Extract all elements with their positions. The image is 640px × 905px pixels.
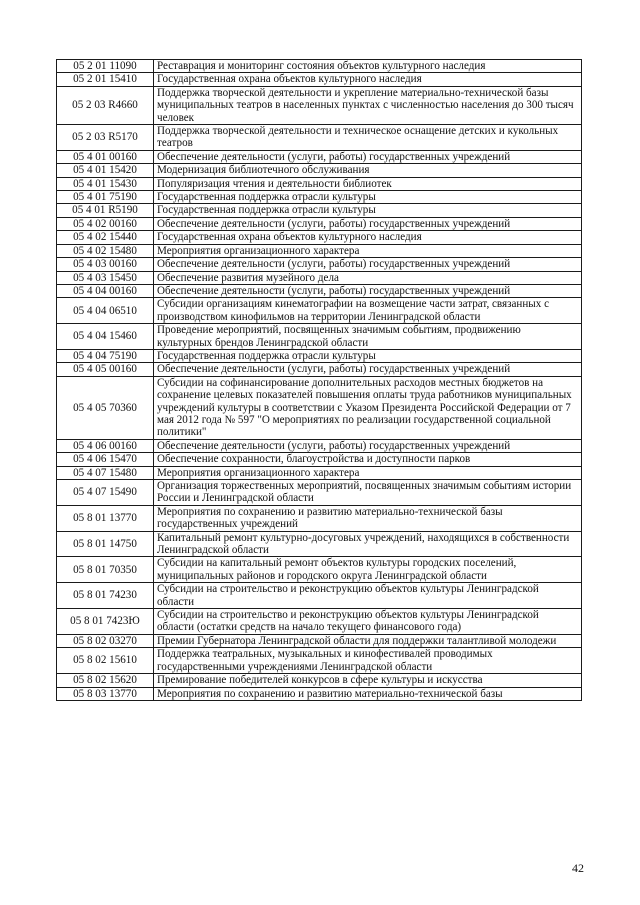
table-row xyxy=(57,244,582,257)
budget-code-cell: 05 4 07 15480 xyxy=(57,466,154,479)
expense-name-cell: Субсидии на строительство и реконструкцию объектов культуры Ленинградской области xyxy=(154,583,582,609)
expense-name-cell: Обеспечение деятельности (услуги, работы) государственных учреждений xyxy=(154,150,582,163)
table-row xyxy=(57,480,582,506)
table-row xyxy=(57,217,582,230)
expense-name-cell: Поддержка творческой деятельности и техническое оснащение детских и кукольных театров xyxy=(154,125,582,151)
budget-code-cell: 05 4 01 R5190 xyxy=(57,204,154,217)
expense-name-cell: Мероприятия организационного характера xyxy=(154,244,582,257)
table-row xyxy=(57,363,582,376)
budget-code-cell: 05 8 02 03270 xyxy=(57,634,154,647)
table-row xyxy=(57,376,582,439)
table-row xyxy=(57,453,582,466)
table-row xyxy=(57,258,582,271)
expense-name-cell: Поддержка театральных, музыкальных и кинофестивалей проводимых государственными учреждениями Ленинградской области xyxy=(154,648,582,674)
budget-code-cell: 05 4 02 00160 xyxy=(57,217,154,230)
budget-code-table xyxy=(56,59,582,701)
budget-code-cell: 05 2 03 R5170 xyxy=(57,125,154,151)
table-row xyxy=(57,231,582,244)
expense-name-cell: Обеспечение деятельности (услуги, работы) государственных учреждений xyxy=(154,439,582,452)
table-row xyxy=(57,349,582,362)
expense-name-cell: Популяризация чтения и деятельности библиотек xyxy=(154,177,582,190)
expense-name-cell: Субсидии организациям кинематографии на возмещение части затрат, связанных с производством кинофильмов на территории Ленинградской области xyxy=(154,298,582,324)
expense-name-cell: Проведение мероприятий, посвященных значимым событиям, продвижению культурных брендов Ленинградской области xyxy=(154,324,582,350)
expense-name-cell: Субсидии на софинансирование дополнительных расходов местных бюджетов на сохранение целевых показателей повышения оплаты труда работников муниципальных учреждений культуры в соответствии с Указом Президента Российской Федерации от 7 мая 2012 года № 597 "О мероприятиях по реализации государственной социальной политики" xyxy=(154,376,582,439)
expense-name-cell: Капитальный ремонт культурно-досуговых учреждений, находящихся в собственности Ленинградской области xyxy=(154,531,582,557)
table-row xyxy=(57,204,582,217)
expense-name-cell: Государственная охрана объектов культурного наследия xyxy=(154,231,582,244)
budget-code-cell: 05 4 03 00160 xyxy=(57,258,154,271)
expense-name-cell: Реставрация и мониторинг состояния объектов культурного наследия xyxy=(154,60,582,73)
table-row xyxy=(57,284,582,297)
expense-name-cell: Обеспечение деятельности (услуги, работы) государственных учреждений xyxy=(154,258,582,271)
expense-name-cell: Мероприятия по сохранению и развитию материально-технической базы государственных учреждений xyxy=(154,505,582,531)
budget-code-cell: 05 4 01 75190 xyxy=(57,191,154,204)
expense-name-cell: Обеспечение деятельности (услуги, работы) государственных учреждений xyxy=(154,217,582,230)
budget-code-cell: 05 8 01 13770 xyxy=(57,505,154,531)
table-row xyxy=(57,324,582,350)
budget-code-cell: 05 4 01 15430 xyxy=(57,177,154,190)
table-row xyxy=(57,73,582,86)
expense-name-cell: Субсидии на капитальный ремонт объектов культуры городских поселений, муниципальных районов и городского округа Ленинградской области xyxy=(154,557,582,583)
expense-name-cell: Государственная поддержка отрасли культуры xyxy=(154,349,582,362)
expense-name-cell: Премии Губернатора Ленинградской области для поддержки талантливой молодежи xyxy=(154,634,582,647)
budget-code-cell: 05 2 03 R4660 xyxy=(57,86,154,124)
table-row xyxy=(57,177,582,190)
budget-code-cell: 05 4 06 00160 xyxy=(57,439,154,452)
table-row xyxy=(57,466,582,479)
budget-code-cell: 05 8 02 15610 xyxy=(57,648,154,674)
table-row xyxy=(57,60,582,73)
table-row xyxy=(57,505,582,531)
budget-code-cell: 05 4 05 00160 xyxy=(57,363,154,376)
budget-code-cell: 05 4 02 15440 xyxy=(57,231,154,244)
table-row xyxy=(57,634,582,647)
budget-code-cell: 05 4 04 75190 xyxy=(57,349,154,362)
budget-code-cell: 05 2 01 11090 xyxy=(57,60,154,73)
budget-code-cell: 05 4 04 00160 xyxy=(57,284,154,297)
expense-name-cell: Поддержка творческой деятельности и укрепление материально-технической базы муниципальных театров в населенных пунктах с численностью населения до 300 тысяч человек xyxy=(154,86,582,124)
budget-code-cell: 05 4 04 06510 xyxy=(57,298,154,324)
expense-name-cell: Организация торжественных мероприятий, посвященных значимым событиям истории России и Ленинградской области xyxy=(154,480,582,506)
expense-name-cell: Государственная поддержка отрасли культуры xyxy=(154,191,582,204)
budget-code-cell: 05 2 01 15410 xyxy=(57,73,154,86)
expense-name-cell: Государственная охрана объектов культурного наследия xyxy=(154,73,582,86)
budget-code-cell: 05 8 01 70350 xyxy=(57,557,154,583)
budget-code-cell: 05 4 01 00160 xyxy=(57,150,154,163)
table-row xyxy=(57,164,582,177)
table-row xyxy=(57,687,582,700)
table-row xyxy=(57,439,582,452)
budget-code-cell: 05 4 01 15420 xyxy=(57,164,154,177)
expense-name-cell: Государственная поддержка отрасли культуры xyxy=(154,204,582,217)
expense-name-cell: Обеспечение деятельности (услуги, работы) государственных учреждений xyxy=(154,363,582,376)
page-number: 42 xyxy=(572,861,584,875)
budget-code-cell: 05 8 01 7423Ю xyxy=(57,609,154,635)
expense-name-cell: Мероприятия организационного характера xyxy=(154,466,582,479)
budget-code-cell: 05 4 04 15460 xyxy=(57,324,154,350)
table-row xyxy=(57,150,582,163)
expense-name-cell: Мероприятия по сохранению и развитию материально-технической базы xyxy=(154,687,582,700)
expense-name-cell: Премирование победителей конкурсов в сфере культуры и искусства xyxy=(154,674,582,687)
budget-code-cell: 05 4 07 15490 xyxy=(57,480,154,506)
table-body xyxy=(57,60,582,701)
budget-code-cell: 05 8 01 74230 xyxy=(57,583,154,609)
budget-code-cell: 05 8 02 15620 xyxy=(57,674,154,687)
table-row xyxy=(57,271,582,284)
table-row xyxy=(57,531,582,557)
table-row xyxy=(57,609,582,635)
table-row xyxy=(57,191,582,204)
table-row xyxy=(57,86,582,124)
budget-code-cell: 05 4 06 15470 xyxy=(57,453,154,466)
table-row xyxy=(57,648,582,674)
budget-code-cell: 05 4 03 15450 xyxy=(57,271,154,284)
budget-code-cell: 05 4 02 15480 xyxy=(57,244,154,257)
expense-name-cell: Модернизация библиотечного обслуживания xyxy=(154,164,582,177)
expense-name-cell: Обеспечение сохранности, благоустройства и доступности парков xyxy=(154,453,582,466)
table-row xyxy=(57,298,582,324)
table-row xyxy=(57,674,582,687)
expense-name-cell: Обеспечение развития музейного дела xyxy=(154,271,582,284)
expense-name-cell: Обеспечение деятельности (услуги, работы) государственных учреждений xyxy=(154,284,582,297)
table-row xyxy=(57,583,582,609)
budget-code-cell: 05 4 05 70360 xyxy=(57,376,154,439)
table-row xyxy=(57,125,582,151)
expense-name-cell: Субсидии на строительство и реконструкцию объектов культуры Ленинградской области (остатки средств на начало текущего финансового года) xyxy=(154,609,582,635)
budget-code-cell: 05 8 01 14750 xyxy=(57,531,154,557)
budget-code-cell: 05 8 03 13770 xyxy=(57,687,154,700)
table-row xyxy=(57,557,582,583)
